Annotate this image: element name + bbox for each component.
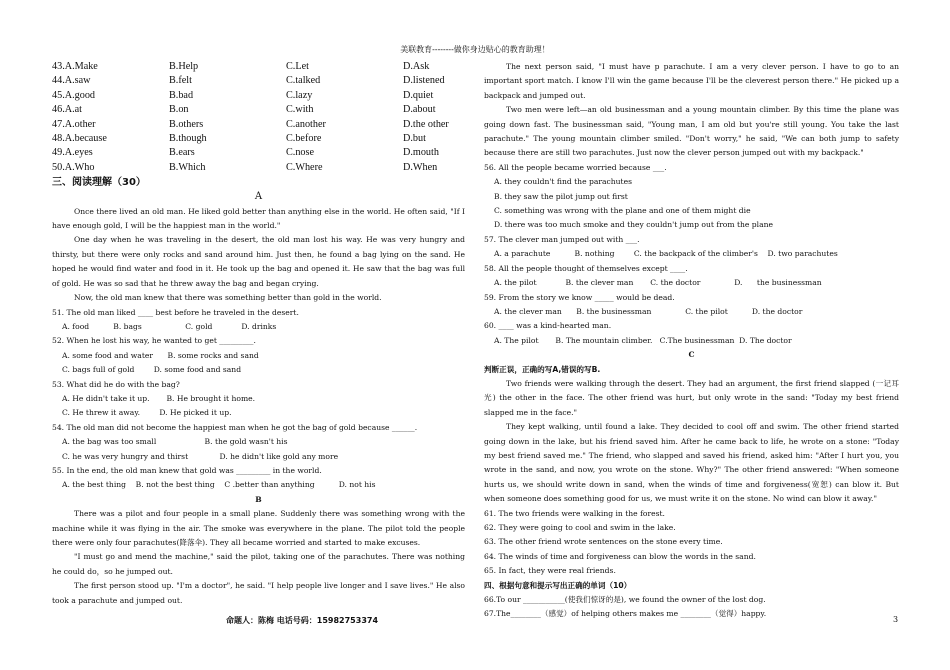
passage-a-options: A. the best thing B. not the best thing C .better than anything D. not his bbox=[62, 480, 376, 490]
passage-a-question: 55. In the end, the old man knew that gold was _________ in the world. bbox=[52, 465, 322, 475]
passage-b-options: A. the pilot B. the clever man C. the doctor D. the businessman bbox=[494, 278, 822, 288]
cloze-option-row bbox=[52, 146, 465, 160]
cloze-option-d: D.listened bbox=[403, 75, 445, 87]
passage-c-question: 62. They were going to cool and swim in the lake. bbox=[484, 523, 676, 532]
cloze-option-a: 48.A.because bbox=[52, 133, 107, 145]
cloze-option-b: B.ears bbox=[169, 147, 195, 159]
passage-b-options: A. the clever man B. the businessman C. the pilot D. the doctor bbox=[494, 306, 803, 316]
cloze-option-c: C.nose bbox=[286, 147, 315, 159]
passage-b-options: A. they couldn't find the parachutes bbox=[494, 177, 633, 187]
passage-b-p1: There was a pilot and four people in a small plane. Suddenly there was something wrong with the machine while it was flying in the air. The smoke was everywhere in the plane. The pilot told the people there were only four parachutes(降落伞). They all became worried and started to make excuses. bbox=[52, 509, 465, 547]
passage-c-question: 63. The other friend wrote sentences on the stone every time. bbox=[484, 537, 723, 547]
cloze-option-d: D.but bbox=[403, 133, 426, 145]
passage-a-options: A. some food and water B. some rocks and sand bbox=[62, 350, 259, 360]
passage-b-options: D. there was too much smoke and they couldn't jump out from the plane bbox=[494, 220, 774, 230]
cloze-option-row bbox=[52, 103, 465, 117]
cloze-option-a: 50.A.Who bbox=[52, 161, 95, 173]
passage-b-options: A. a parachute B. nothing C. the backpack of the climber's D. two parachutes bbox=[494, 249, 838, 259]
page-footer: 命题人：陈梅 电话号码：15982753374 bbox=[226, 616, 379, 625]
page-number: 3 bbox=[893, 615, 899, 624]
cloze-option-c: C.before bbox=[286, 133, 322, 145]
passage-b-question: 57. The clever man jumped out with ___. bbox=[484, 234, 640, 244]
passage-b-p3: The first person stood up. "I'm a doctor", he said. "I help people live longer and I save lives." He also took a parachute and jumped out. bbox=[52, 581, 465, 605]
passage-c-label: C bbox=[688, 350, 695, 360]
cloze-option-c: C.with bbox=[286, 104, 314, 116]
passage-a-options: C. He threw it away. D. He picked it up. bbox=[62, 408, 232, 418]
passage-c-question: 64. The winds of time and forgiveness can blow the words in the sand. bbox=[484, 551, 756, 561]
cloze-option-a: 49.A.eyes bbox=[52, 147, 93, 159]
cloze-option-a: 43.A.Make bbox=[52, 61, 98, 72]
cloze-option-d: D.the other bbox=[403, 118, 449, 130]
right-column bbox=[484, 60, 899, 622]
passage-b-questions bbox=[484, 161, 899, 348]
page-header: 美联教育--------做你身边贴心的教育助理！ bbox=[400, 45, 550, 54]
passage-a-options: A. food B. bags C. gold D. drinks bbox=[62, 321, 277, 331]
passage-a-label: A bbox=[254, 191, 263, 203]
passage-b-question: 58. All the people thought of themselves except ____. bbox=[484, 263, 688, 273]
cloze-option-b: B.on bbox=[169, 104, 189, 116]
cloze-option-d: D.mouth bbox=[403, 147, 439, 159]
passage-b-p4: The next person said, "I must have p parachute. I am a very clever person. I have to go to an important sport match. I know I'll win the game because I'll be the cleverest person there." He picked up a backpack and jumped out. bbox=[484, 62, 899, 100]
cloze-options-table bbox=[52, 60, 465, 175]
cloze-option-d: D.quiet bbox=[403, 89, 434, 101]
passage-b-question: 59. From the story we know _____ would be dead. bbox=[484, 292, 675, 302]
passage-a-questions bbox=[52, 306, 465, 493]
cloze-option-c: C.Where bbox=[286, 161, 323, 173]
section4-title: 四、根据句意和提示写出正确的单词（10） bbox=[484, 580, 632, 590]
passage-a-options: A. He didn't take it up. B. He brought it home. bbox=[62, 393, 256, 403]
passage-c-p2: They kept walking, until found a lake. They decided to cool off and swim. The other friend started going down in the lake, but his friend saved him. After he came back to life, he wrote on a stone: "Today my best friend saved me." The friend, who slapped and saved his friend, asked him: "After I hurt you, you wrote in the sand, and now, you wrote on the stone. Why?" The other friend answered: "When someone hurts us, we should write down in sand, when the winds of time and forgiveness(宽恕) can blow it. But when someone does something good for us, we must write it on the stone. No wind can blow it away." bbox=[484, 422, 899, 504]
passage-a-p2: One day when he was traveling in the desert, the old man lost his way. He was very hungry and thirsty, but there were only rocks and sand around him. Just then, he found a bag lying on the sand. He hoped he would find water and food in it. He took up the bag and opened it. He saw that the bag was full of gold. He was so sad that he threw away the bag and began crying. bbox=[52, 235, 465, 288]
cloze-option-b: B.Help bbox=[169, 61, 199, 72]
cloze-option-row bbox=[52, 132, 465, 146]
passage-a-p1: Once there lived an old man. He liked gold better than anything else in the world. He often said, "If I have enough gold, I will be the happiest man in the world." bbox=[52, 206, 465, 231]
cloze-option-b: B.felt bbox=[169, 75, 192, 87]
passage-b-question: 56. All the people became worried because ___. bbox=[484, 162, 667, 172]
passage-a-question: 52. When he lost his way, he wanted to get _________. bbox=[52, 336, 256, 346]
passage-c-question: 61. The two friends were walking in the forest. bbox=[484, 508, 665, 518]
cloze-option-c: C.another bbox=[286, 118, 326, 130]
cloze-option-b: B.though bbox=[169, 133, 207, 145]
cloze-option-d: D.Ask bbox=[403, 61, 430, 72]
cloze-option-row bbox=[52, 74, 465, 88]
passage-a-question: 53. What did he do with the bag? bbox=[52, 379, 180, 389]
cloze-option-b: B.bad bbox=[169, 89, 194, 101]
passage-b-options: C. something was wrong with the plane and one of them might die bbox=[494, 206, 751, 216]
cloze-option-b: B.Which bbox=[169, 161, 206, 173]
cloze-option-c: C.talked bbox=[286, 75, 321, 87]
cloze-option-a: 45.A.good bbox=[52, 89, 96, 101]
question-66: 66.To our ___________(使我们惊讶的是), we found the owner of the lost dog. bbox=[484, 595, 766, 605]
cloze-option-d: D.When bbox=[403, 161, 438, 173]
cloze-option-row bbox=[52, 118, 465, 132]
passage-a-question: 54. The old man did not become the happiest man when he got the bag of gold because ______. bbox=[52, 422, 418, 432]
question-67: 67.The________（感觉）of helping others makes me ________（觉得）happy. bbox=[484, 609, 767, 619]
cloze-option-a: 46.A.at bbox=[52, 104, 82, 116]
cloze-option-c: C.Let bbox=[286, 61, 309, 72]
passage-c-statements bbox=[484, 507, 899, 579]
passage-b-label: B bbox=[255, 494, 262, 504]
cloze-option-b: B.others bbox=[169, 118, 204, 130]
passage-b-p5: Two men were left—an old businessman and a young mountain climber. By this time the plane was going down fast. The businessman said, "Young man, I am old but you're still young. You take the last parachute." The young mountain climber smiled. "Don't worry," he said, "We can both jump to safety because there are still two parachutes. Just now the clever person jumped out with my backpack." bbox=[484, 105, 899, 158]
passage-a-options: C. bags full of gold D. some food and sand bbox=[62, 365, 242, 375]
cloze-option-row bbox=[52, 60, 465, 74]
passage-c-instruction: 判断正误，正确的写A,错误的写B. bbox=[484, 364, 601, 374]
section3-title: 三、阅读理解（30） bbox=[52, 177, 146, 189]
passage-a-question: 51. The old man liked ____ best before he traveled in the desert. bbox=[52, 307, 299, 317]
passage-b-options: B. they saw the pilot jump out first bbox=[494, 191, 628, 201]
passage-a-p3: Now, the old man knew that there was something better than gold in the world. bbox=[74, 293, 382, 303]
cloze-option-c: C.lazy bbox=[286, 89, 313, 101]
cloze-option-a: 44.A.saw bbox=[52, 75, 91, 87]
passage-b-p2: "I must go and mend the machine," said the pilot, taking one of the parachutes. There was nothing he could do，so he jumped out. bbox=[52, 552, 465, 576]
cloze-option-d: D.about bbox=[403, 104, 436, 116]
passage-a-options: C. he was very hungry and thirst D. he didn't like gold any more bbox=[62, 451, 339, 461]
cloze-option-row bbox=[52, 89, 465, 103]
passage-c-question: 65. In fact, they were real friends. bbox=[484, 566, 616, 576]
passage-b-question: 60. ____ was a kind-hearted man. bbox=[484, 321, 612, 331]
cloze-option-a: 47.A.other bbox=[52, 118, 96, 130]
passage-c-p1: Two friends were walking through the desert. They had an argument, the first friend slapped (一记耳光) the other in the face. The other friend was hurt, but only wrote in the sand: "Today my best friend slapped me in the face." bbox=[484, 378, 899, 417]
passage-b-options: A. The pilot B. The mountain climber. C.The businessman D. The doctor bbox=[494, 335, 792, 345]
cloze-option-row bbox=[52, 161, 465, 175]
left-column bbox=[52, 60, 465, 608]
passage-a-options: A. the bag was too small B. the gold wasn't his bbox=[62, 437, 288, 447]
